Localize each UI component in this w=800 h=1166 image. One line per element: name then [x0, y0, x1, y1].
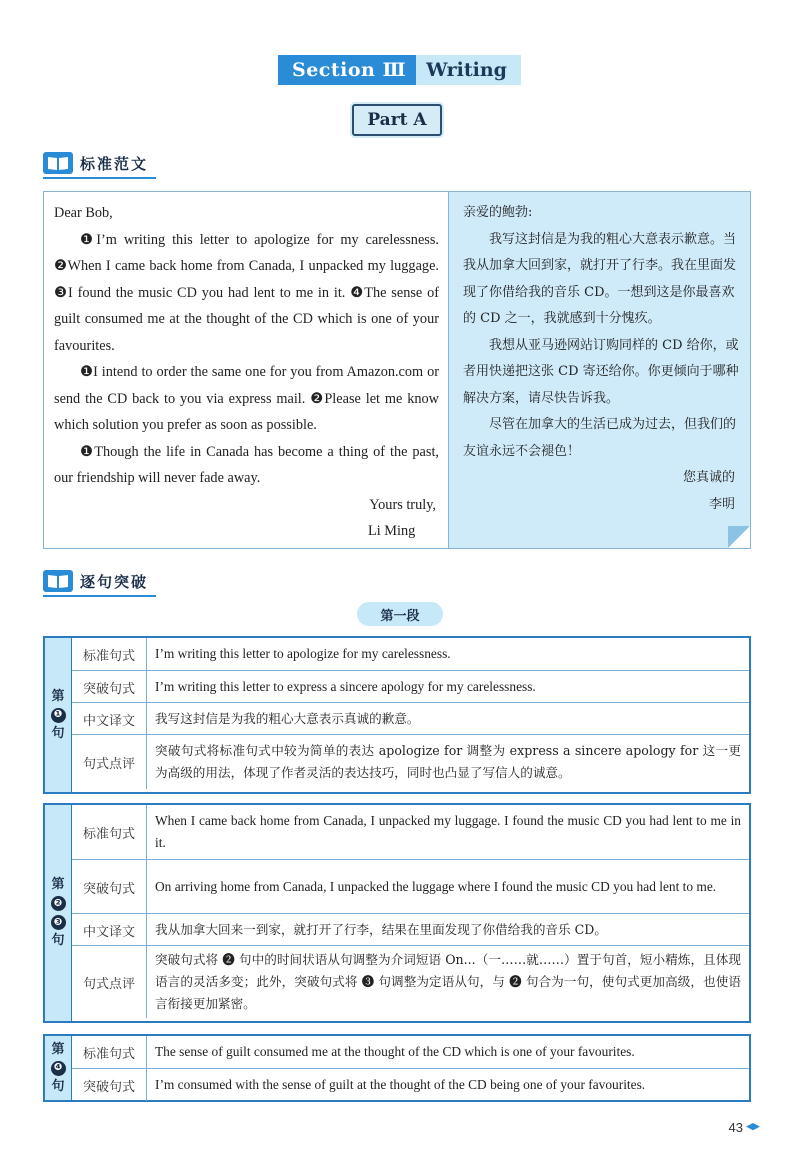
- row-label: 标准句式: [72, 1036, 147, 1068]
- table-row: [72, 859, 749, 914]
- letter-paragraph: ❶I’m writing this letter to apologize for my carelessness. ❷When I came back home from Canada, I unpacked my luggage. ❸I found the music CD you had lent to me in it. ❹The sense of guilt consumed me at the thought of the CD which is one of your favourites.: [54, 231, 439, 354]
- model-letter: [43, 191, 449, 549]
- letter-paragraph: ❶I intend to order the same one for you from Amazon.com or send the CD back to you via express mail. ❷Please let me know which solution you prefer as soon as possible.: [54, 364, 439, 433]
- breakthrough-sentence: On arriving home from Canada, I unpacked the luggage where I found the music CD you had lent to me.: [155, 879, 717, 894]
- table-row: [72, 805, 749, 859]
- section-title: Writing: [416, 55, 521, 85]
- standard-sentence: When I came back home from Canada, I unpacked my luggage. I found the music CD you had lent to me in it.: [155, 813, 741, 850]
- translation-closing: 您真诚的: [682, 470, 735, 485]
- sentence-table-1: [43, 636, 751, 794]
- letter-closing: Yours truly,: [369, 496, 436, 513]
- row-label: 标准句式: [72, 805, 147, 859]
- row-label: 突破句式: [72, 860, 147, 914]
- row-label: 突破句式: [72, 671, 147, 703]
- book-icon: [43, 570, 73, 592]
- sentence-number: 第 ❷ ❸ 句: [45, 805, 72, 1021]
- table-row: [72, 702, 749, 735]
- graduation-cap-icon: [746, 1123, 760, 1132]
- translation-paragraph: 尽管在加拿大的生活已成为过去，但我们的友谊永远不会褪色！: [463, 417, 737, 459]
- letter-signature: Li Ming: [368, 523, 416, 539]
- page-number: 43: [729, 1120, 760, 1135]
- row-label: 中文译文: [72, 703, 147, 735]
- book-icon: [43, 152, 73, 174]
- sentence-comment: 突破句式将 ❷ 句中的时间状语从句调整为介词短语 On...（一……就……）置于句首，短小精炼，且体现语言的灵活多变；此外，突破句式将 ❸ 句调整为定语从句，与 ❷ 句合为一句，使句式更加高级，也使语言衔接更加紧密。: [155, 952, 741, 1011]
- row-label: 中文译文: [72, 914, 147, 946]
- table-row: [72, 945, 749, 1018]
- translation-paragraph: 我写这封信是为我的粗心大意表示歉意。当我从加拿大回到家，就打开了行李。我在里面发现了你借给我的音乐 CD。一想到这是你最喜欢的 CD 之一，我就感到十分愧疚。: [463, 231, 737, 326]
- breakthrough-sentence: I’m writing this letter to express a sincere apology for my carelessness.: [155, 679, 536, 694]
- row-label: 标准句式: [72, 638, 147, 670]
- translation-signature: 李明: [708, 496, 735, 512]
- chinese-translation: 我从加拿大回来一到家，就打开了行李，结果在里面发现了你借给我的音乐 CD。: [155, 922, 607, 937]
- table-row: [72, 913, 749, 946]
- row-label: 突破句式: [72, 1069, 147, 1101]
- standard-sentence: The sense of guilt consumed me at the thought of the CD which is one of your favourites.: [155, 1044, 635, 1059]
- page-fold: [728, 526, 750, 548]
- table-row: [72, 734, 749, 789]
- letter-paragraph: ❶Though the life in Canada has become a thing of the past, our friendship will never fade away.: [54, 443, 439, 486]
- sentence-number: 第 ❹ 句: [45, 1036, 72, 1100]
- section-number: Section Ⅲ: [278, 55, 416, 85]
- breakthrough-sentence: I’m consumed with the sense of guilt at the thought of the CD being one of your favourites.: [155, 1077, 646, 1092]
- heading-text: 标准范文: [80, 154, 149, 173]
- heading-text: 逐句突破: [80, 572, 149, 591]
- paragraph-label: 第一段: [357, 602, 443, 626]
- chinese-translation: 我写这封信是为我的粗心大意表示真诚的歉意。: [155, 711, 420, 726]
- table-row: [72, 670, 749, 703]
- sentence-number: 第 ❶ 句: [45, 638, 72, 792]
- sentence-table-2: [43, 803, 751, 1023]
- table-row: [72, 1036, 749, 1068]
- translation-paragraph: 我想从亚马逊网站订购同样的 CD 给你，或者用快递把这张 CD 寄还给你。你更倾向于哪种解决方案，请尽快告诉我。: [463, 337, 739, 406]
- table-row: [72, 1068, 749, 1101]
- row-label: 句式点评: [72, 946, 147, 1018]
- heading-model-essay: [43, 150, 148, 176]
- letter-translation: [448, 191, 751, 549]
- heading-sentence-breakthrough: [43, 568, 148, 594]
- part-title: Part A: [352, 104, 442, 136]
- section-banner: [278, 55, 521, 85]
- sentence-table-3: [43, 1034, 751, 1102]
- letter-greeting: Dear Bob,: [54, 205, 113, 221]
- translation-greeting: 亲爱的鲍勃:: [463, 205, 533, 220]
- sentence-comment: 突破句式将标准句式中较为简单的表达 apologize for 调整为 express a sincere apology for 这一更为高级的用法，体现了作者灵活的表达技巧，同时也凸显了写信人的诚意。: [155, 743, 741, 780]
- table-row: [72, 638, 749, 670]
- standard-sentence: I’m writing this letter to apologize for my carelessness.: [155, 646, 451, 661]
- row-label: 句式点评: [72, 735, 147, 789]
